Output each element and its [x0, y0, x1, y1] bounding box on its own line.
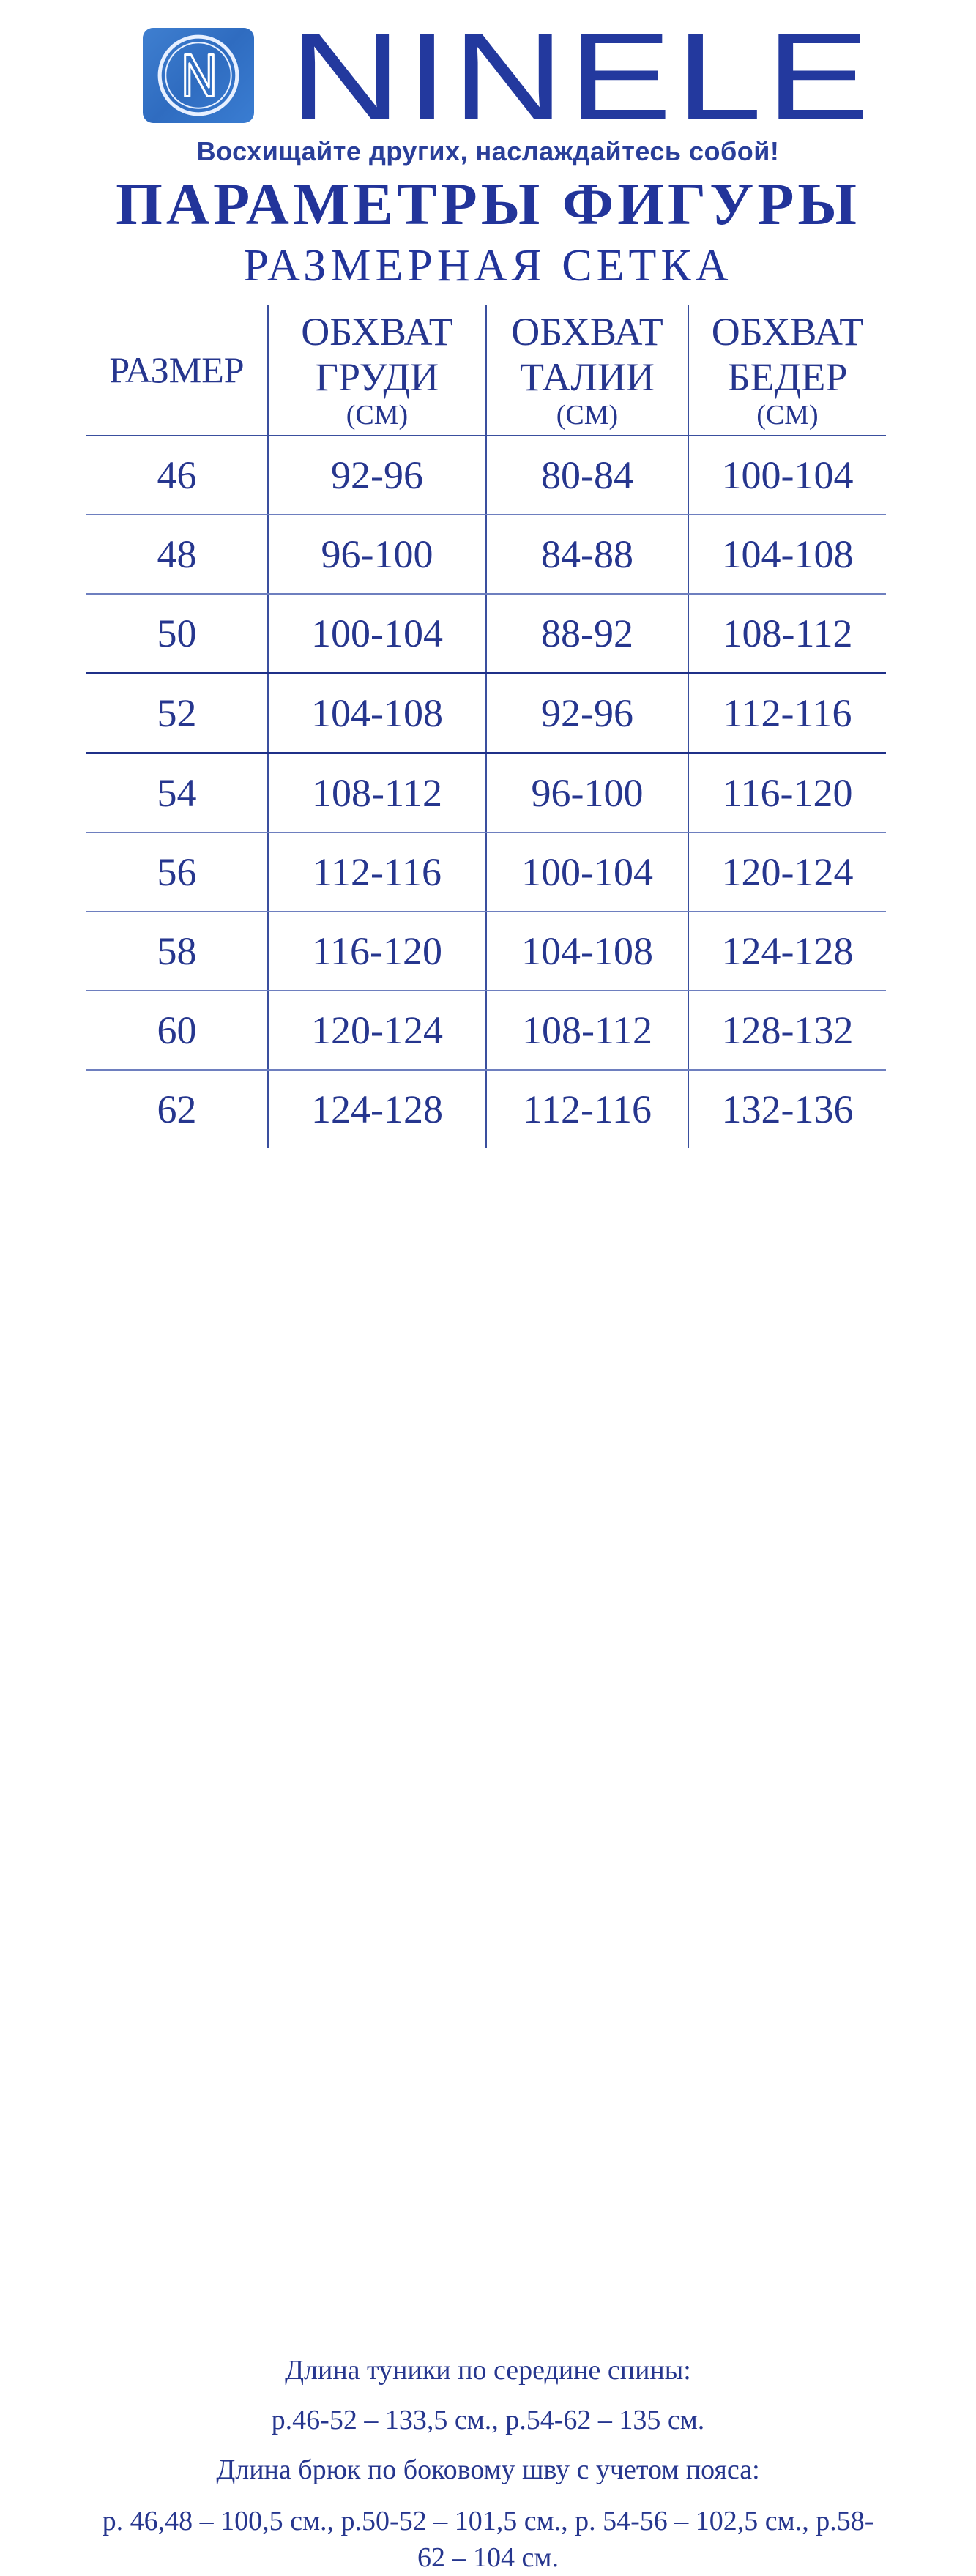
cell-waist: 80-84 [486, 436, 688, 515]
header-size: РАЗМЕР [86, 305, 268, 436]
cell-chest: 112-116 [268, 833, 486, 912]
table-row [86, 753, 886, 833]
cell-waist: 104-108 [486, 912, 688, 991]
table-row [86, 991, 886, 1070]
slogan: Восхищайте других, наслаждайтесь собой! [196, 136, 780, 166]
cell-chest: 116-120 [268, 912, 486, 991]
cell-hips: 120-124 [688, 833, 886, 912]
table-row [86, 515, 886, 594]
header-hips: ОБХВАТ БЕДЕР (СМ) [688, 305, 886, 436]
table-row [86, 912, 886, 991]
cell-hips: 108-112 [688, 594, 886, 674]
cell-hips: 104-108 [688, 515, 886, 594]
cell-hips: 124-128 [688, 912, 886, 991]
cell-hips: 112-116 [688, 674, 886, 753]
cell-size: 60 [86, 991, 268, 1070]
table-row [86, 436, 886, 515]
tunic-length-values: р.46-52 – 133,5 см., р.54-62 – 135 см. [271, 2405, 705, 2435]
n-monogram-icon [154, 31, 243, 120]
header-waist: ОБХВАТ ТАЛИИ (СМ) [486, 305, 688, 436]
pants-length-title: Длина брюк по боковому шву с учетом пояса: [216, 2454, 760, 2485]
cell-size: 54 [86, 753, 268, 833]
brand-badge-icon [143, 28, 254, 123]
cell-chest: 100-104 [268, 594, 486, 674]
page-title: ПАРАМЕТРЫ ФИГУРЫ [116, 171, 860, 237]
cell-hips: 128-132 [688, 991, 886, 1070]
cell-hips: 100-104 [688, 436, 886, 515]
brand-name: NINELE [289, 7, 873, 146]
cell-chest: 108-112 [268, 753, 486, 833]
cell-size: 62 [157, 1087, 197, 1131]
cell-size: 50 [86, 594, 268, 674]
table-row [86, 594, 886, 674]
header-chest: ОБХВАТ ГРУДИ (СМ) [268, 305, 486, 436]
table-row [86, 674, 886, 753]
cell-chest: 96-100 [268, 515, 486, 594]
table-row [86, 833, 886, 912]
cell-waist: 108-112 [486, 991, 688, 1070]
cell-hips: 132-136 [688, 1070, 886, 1148]
cell-hips: 116-120 [688, 753, 886, 833]
logo [143, 28, 254, 123]
cell-size: 46 [86, 436, 268, 515]
cell-chest: 104-108 [268, 674, 486, 753]
size-chart-table [86, 305, 886, 1148]
cell-size: 58 [86, 912, 268, 991]
cell-waist: 84-88 [486, 515, 688, 594]
cell-size: 48 [86, 515, 268, 594]
table-row [86, 1070, 886, 1148]
cell-chest: 92-96 [268, 436, 486, 515]
cell-size: 56 [86, 833, 268, 912]
cell-size: 52 [86, 674, 268, 753]
cell-waist: 92-96 [486, 674, 688, 753]
cell-waist: 112-116 [486, 1070, 688, 1148]
page-subtitle: РАЗМЕРНАЯ СЕТКА [243, 241, 733, 291]
tunic-length-title: Длина туники по середине спины: [285, 2355, 691, 2386]
cell-waist: 96-100 [486, 753, 688, 833]
cell-chest: 124-128 [268, 1070, 486, 1148]
cell-waist: 100-104 [486, 833, 688, 912]
cell-waist: 88-92 [486, 594, 688, 674]
cell-chest: 120-124 [268, 991, 486, 1070]
table-header-row [86, 305, 886, 436]
pants-length-values: р. 46,48 – 100,5 см., р.50-52 – 101,5 см., р. 54-56 – 102,5 см., р.58-62 – 104 см. [102, 2506, 874, 2573]
